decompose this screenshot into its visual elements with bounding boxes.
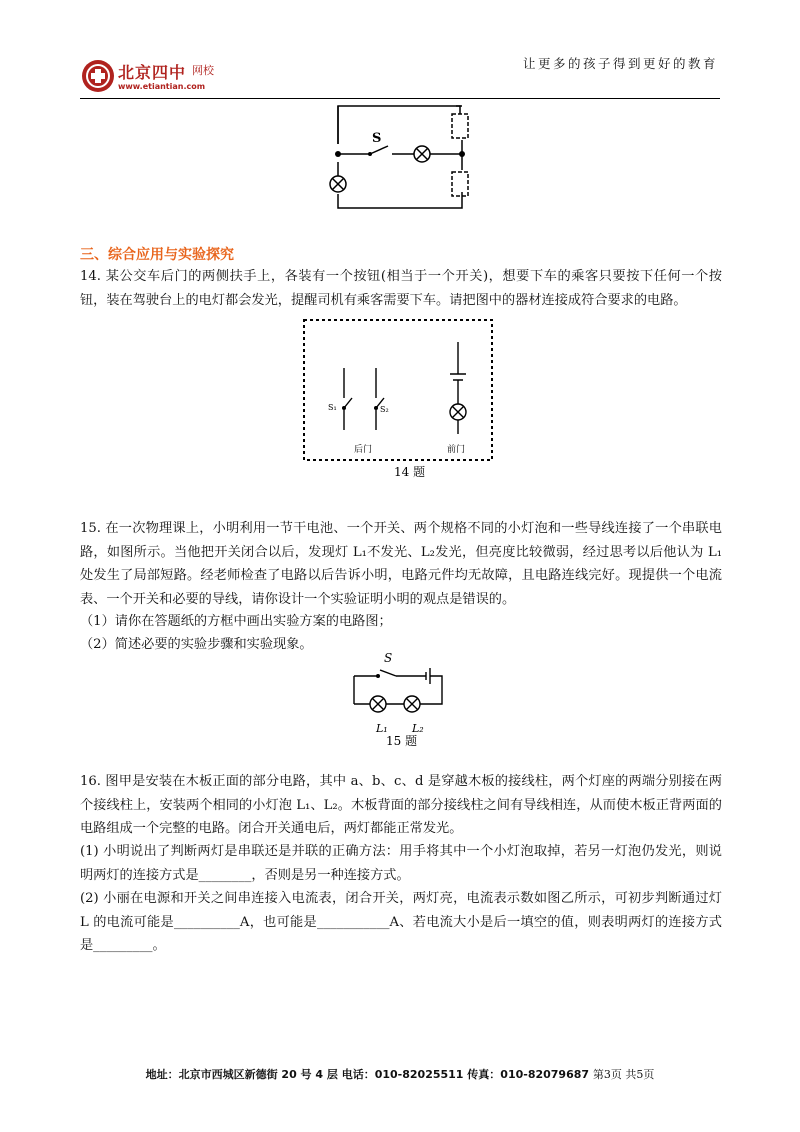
label-front-door: 前门 xyxy=(447,445,466,455)
header-slogan: 让更多的孩子得到更好的教育 xyxy=(522,56,718,71)
switch-label: S xyxy=(372,131,382,146)
label-s2: S₂ xyxy=(380,405,389,414)
logo-text: 北京四中 xyxy=(118,63,187,82)
question-16-sub2: (2) 小丽在电源和开关之间串连接入电流表，闭合开关，两灯亮，电流表示数如图乙所示，可初步判断通过灯 L 的电流可能是__________A，也可能是___________A、若电流大小是后一填空的值，则表明两灯的连接方式是_________。 xyxy=(80,891,722,953)
footer-page-number: 第3页 共5页 xyxy=(592,1068,655,1081)
question-15-sub1: （1）请你在答题纸的方框中画出实验方案的电路图； xyxy=(80,614,392,629)
label-l1: L₁ xyxy=(376,722,388,735)
label-rear-door: 后门 xyxy=(354,445,373,455)
school-logo-icon xyxy=(80,58,116,94)
question-16-text: 16. 图甲是安装在木板正面的部分电路，其中 a、b、c、d 是穿越木板的接线柱，两个灯座的两端分别接在两个接线柱上，安装两个相同的小灯泡 L₁、L₂。木板背面的部分接线柱之间有导线相连，从而使木板正背两面的电路组成一个完整的电路。闭合开关通电后，两灯都能正常发光。 xyxy=(80,774,722,836)
section-title: 三、综合应用与实验探究 xyxy=(80,247,234,263)
question-15-sub2: （2）简述必要的实验步骤和实验现象。 xyxy=(80,637,313,652)
figure-15-caption: 15 题 xyxy=(386,734,418,748)
logo-sub: 网校 xyxy=(192,64,214,77)
header-rule xyxy=(80,98,720,99)
page-footer xyxy=(0,1066,800,1082)
label-l2: L₂ xyxy=(412,722,424,735)
question-16-sub1: (1) 小明说出了判断两灯是串联还是并联的正确方法：用手将其中一个小灯泡取掉，若另一灯泡仍发光，则说明两灯的连接方式是________，否则是另一种连接方式。 xyxy=(80,844,722,883)
circuit-figure-top xyxy=(326,104,476,212)
footer-address: 地址：北京市西城区新德街 20 号 4 层 电话：010-82025511 传真：010-82079687 xyxy=(145,1068,590,1081)
label-s: S xyxy=(384,651,393,665)
question-14-text: 14. 某公交车后门的两侧扶手上，各装有一个按钮(相当于一个开关)，想要下车的乘客只要按下任何一个按钮，装在驾驶台上的电灯都会发光，提醒司机有乘客需要下车。请把图中的器材连接成符合要求的电路。 xyxy=(80,269,722,308)
figure-14 xyxy=(302,318,494,482)
figure-14-caption: 14 题 xyxy=(394,465,426,479)
logo-url: www.etiantian.com xyxy=(118,82,206,91)
question-15-text: 15. 在一次物理课上，小明利用一节干电池、一个开关、两个规格不同的小灯泡和一些导线连接了一个串联电路，如图所示。当他把开关闭合以后，发现灯 L₁不发光、L₂发光，但亮度比较微弱，经过思考以后他认为 L₁处发生了局部短路。经老师检查了电路以后告诉小明，电路元件均无故障，且电路连线完好。现提供一个电流表、一个开关和必要的导线，请你设计一个实验证明小明的观点是错误的。 xyxy=(80,521,722,607)
label-s1: S₁ xyxy=(328,403,337,412)
figure-15 xyxy=(346,648,466,750)
